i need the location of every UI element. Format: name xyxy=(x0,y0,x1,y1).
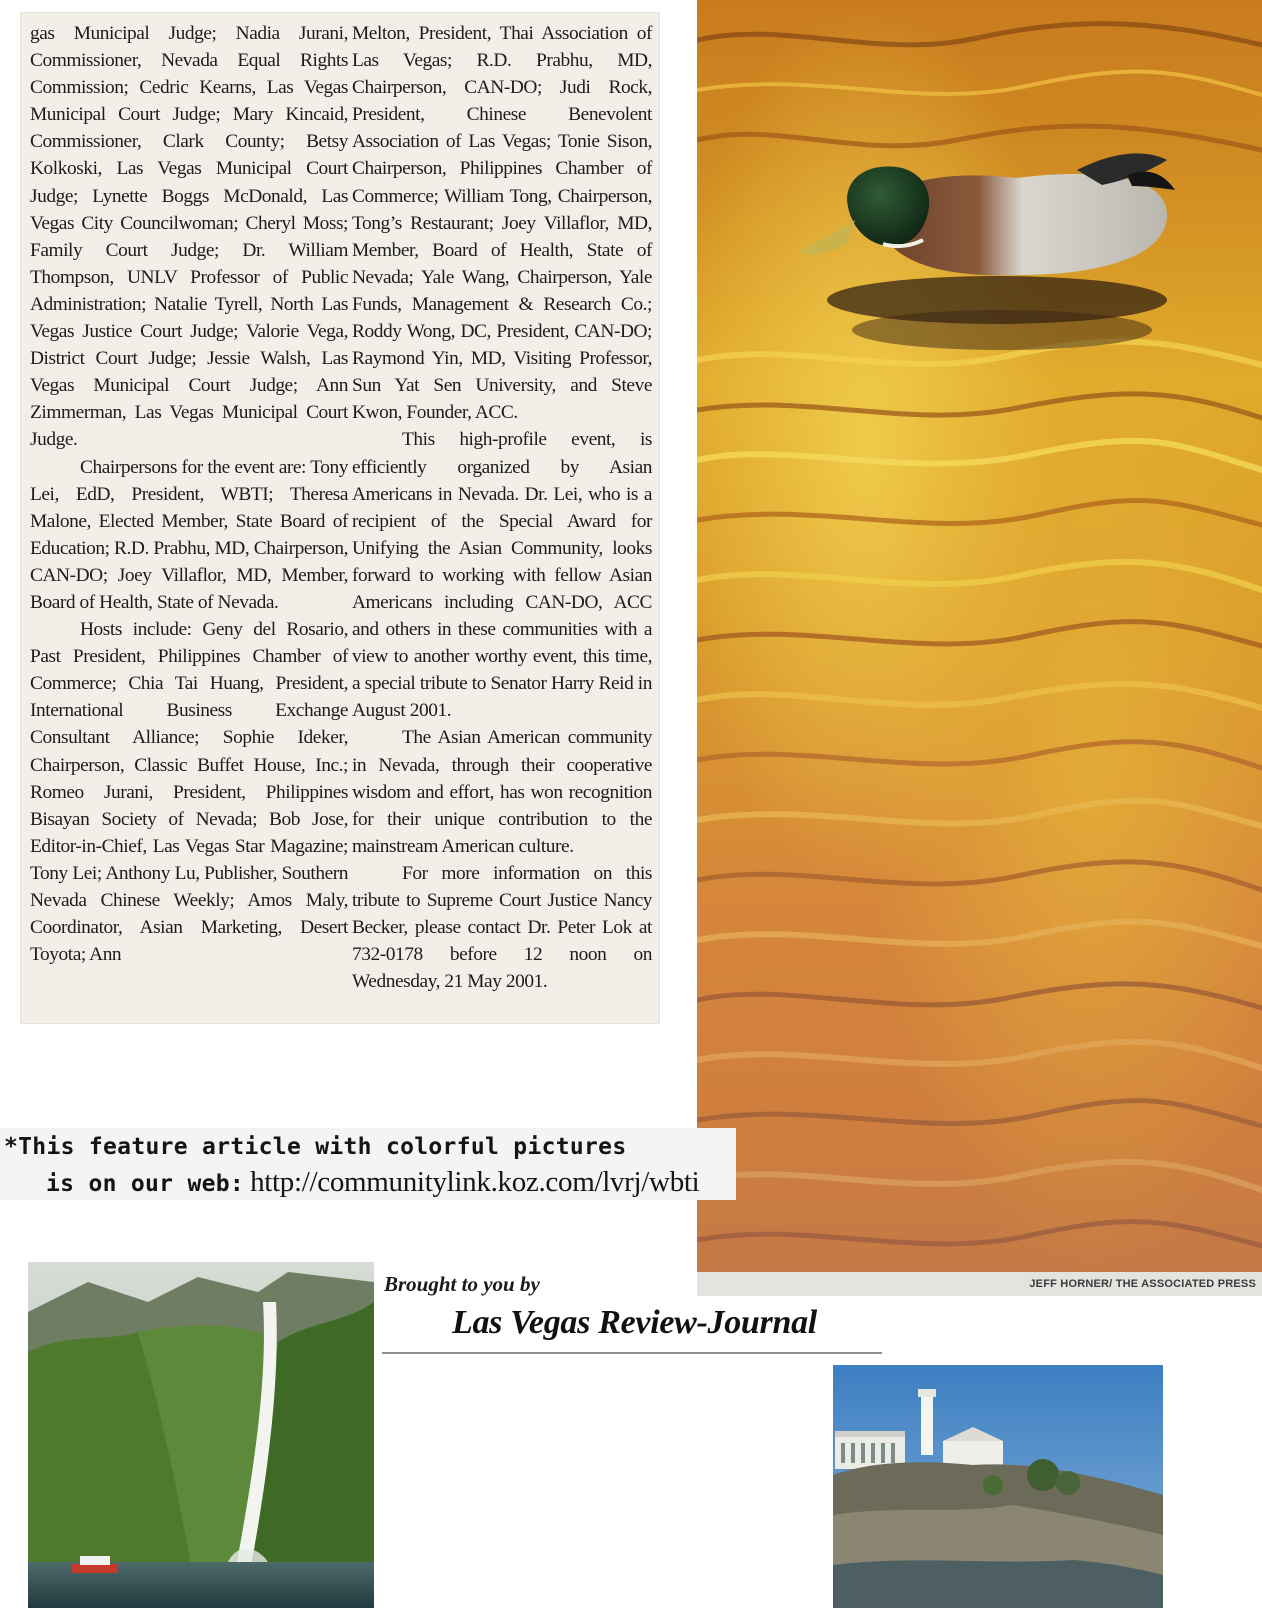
web-url-link[interactable]: http://communitylink.koz.com/lvrj/wbti xyxy=(250,1166,700,1198)
waterfall-fjord-photo xyxy=(28,1262,374,1608)
article-paragraph: Chairpersons for the event are: Tony Lei, EdD, President, WBTI; Theresa Malone, Elected Member, State Board of Education; R.D. Prabhu, MD, Chairperson, CAN-DO; Joey Villaflor, MD, Member, Board of Health, State of Nevada. xyxy=(30,456,348,613)
article-paragraph: For more information on this tribute to Supreme Court Justice Nancy Becker, please contact Dr. Peter Lok at 732-0178 before 12 noon on Wednesday, 21 May 2001. xyxy=(352,862,652,993)
mallard-duck-photo xyxy=(697,0,1262,1272)
article-column-right xyxy=(352,20,652,995)
newspaper-clipping xyxy=(20,12,660,1024)
web-note-label: is on our web: xyxy=(46,1171,245,1197)
article-paragraph: This high-profile event, is efficiently organized by Asian Americans in Nevada. Dr. Lei, who is a recipient of the Special Award for Unifying the Asian Community, looks forward to working with fellow Asian Americans including CAN-DO, ACC and others in these communities with a view to another worthy event, this time, a special tribute to Senator Harry Reid in August 2001. xyxy=(352,429,652,722)
alcatraz-island-photo xyxy=(833,1365,1163,1608)
brought-to-you-by: Brought to you by xyxy=(384,1272,540,1296)
article-paragraph: The Asian American community in Nevada, through their cooperative wisdom and effort, has won recognition for their unique contribution to the mainstream American culture. xyxy=(352,727,652,857)
article-paragraph: gas Municipal Judge; Nadia Jurani, Commissioner, Nevada Equal Rights Commission; Cedric Kearns, Las Vegas Municipal Court Judge; Mary Kincaid, Commissioner, Clark County; Betsy Kolkoski, Las Vegas Municipal Court Judge; Lynette Boggs McDonald, Las Vegas City Councilwoman; Cheryl Moss; Family Court Judge; Dr. William Thompson, UNLV Professor of Public Administration; Natalie Tyrell, North Las Vegas Justice Court Judge; Valorie Vega, District Court Judge; Jessie Walsh, Las Vegas Municipal Court Judge; Ann Zimmerman, Las Vegas Municipal Court Judge. xyxy=(30,23,348,451)
article-paragraph: Hosts include: Geny del Rosario, Past President, Philippines Chamber of Commerce; Chia Tai Huang, President, International Business Exchange Consultant Alliance; Sophie Ideker, Chairperson, Classic Buffet House, Inc.; Romeo Jurani, President, Philippines Bisayan Society of Nevada; Bob Jose, Editor-in-Chief, Las Vegas Star Magazine; Tony Lei; Anthony Lu, Publisher, Southern Nevada Chinese Weekly; Amos Maly, Coordinator, Asian Marketing, Desert Toyota; Ann xyxy=(30,619,348,966)
web-note-line1: *This feature article with colorful pictures xyxy=(4,1134,627,1160)
photo-credit: JEFF HORNER/ THE ASSOCIATED PRESS xyxy=(697,1272,1262,1296)
sponsor-banner xyxy=(382,1270,882,1354)
web-link-note xyxy=(0,1128,736,1200)
article-column-left xyxy=(30,20,348,968)
article-paragraph: Melton, President, Thai Association of Las Vegas; R.D. Prabhu, MD, Chairperson, CAN-DO; Judi Rock, President, Chinese Benevolent Association of Las Vegas; Tonie Sison, Chairperson, Philippines Chamber of Commerce; William Tong, Chairperson, Tong’s Restaurant; Joey Villaflor, MD, Member, Board of Health, State of Nevada; Yale Wang, Chairperson, Yale Funds, Management & Research Co.; Roddy Wong, DC, President, CAN-DO; Raymond Yin, MD, Visiting Professor, Sun Yat Sen University, and Steve Kwon, Founder, ACC. xyxy=(352,23,652,424)
web-note-line2 xyxy=(46,1166,699,1199)
newspaper-name: Las Vegas Review-Journal xyxy=(452,1304,817,1341)
